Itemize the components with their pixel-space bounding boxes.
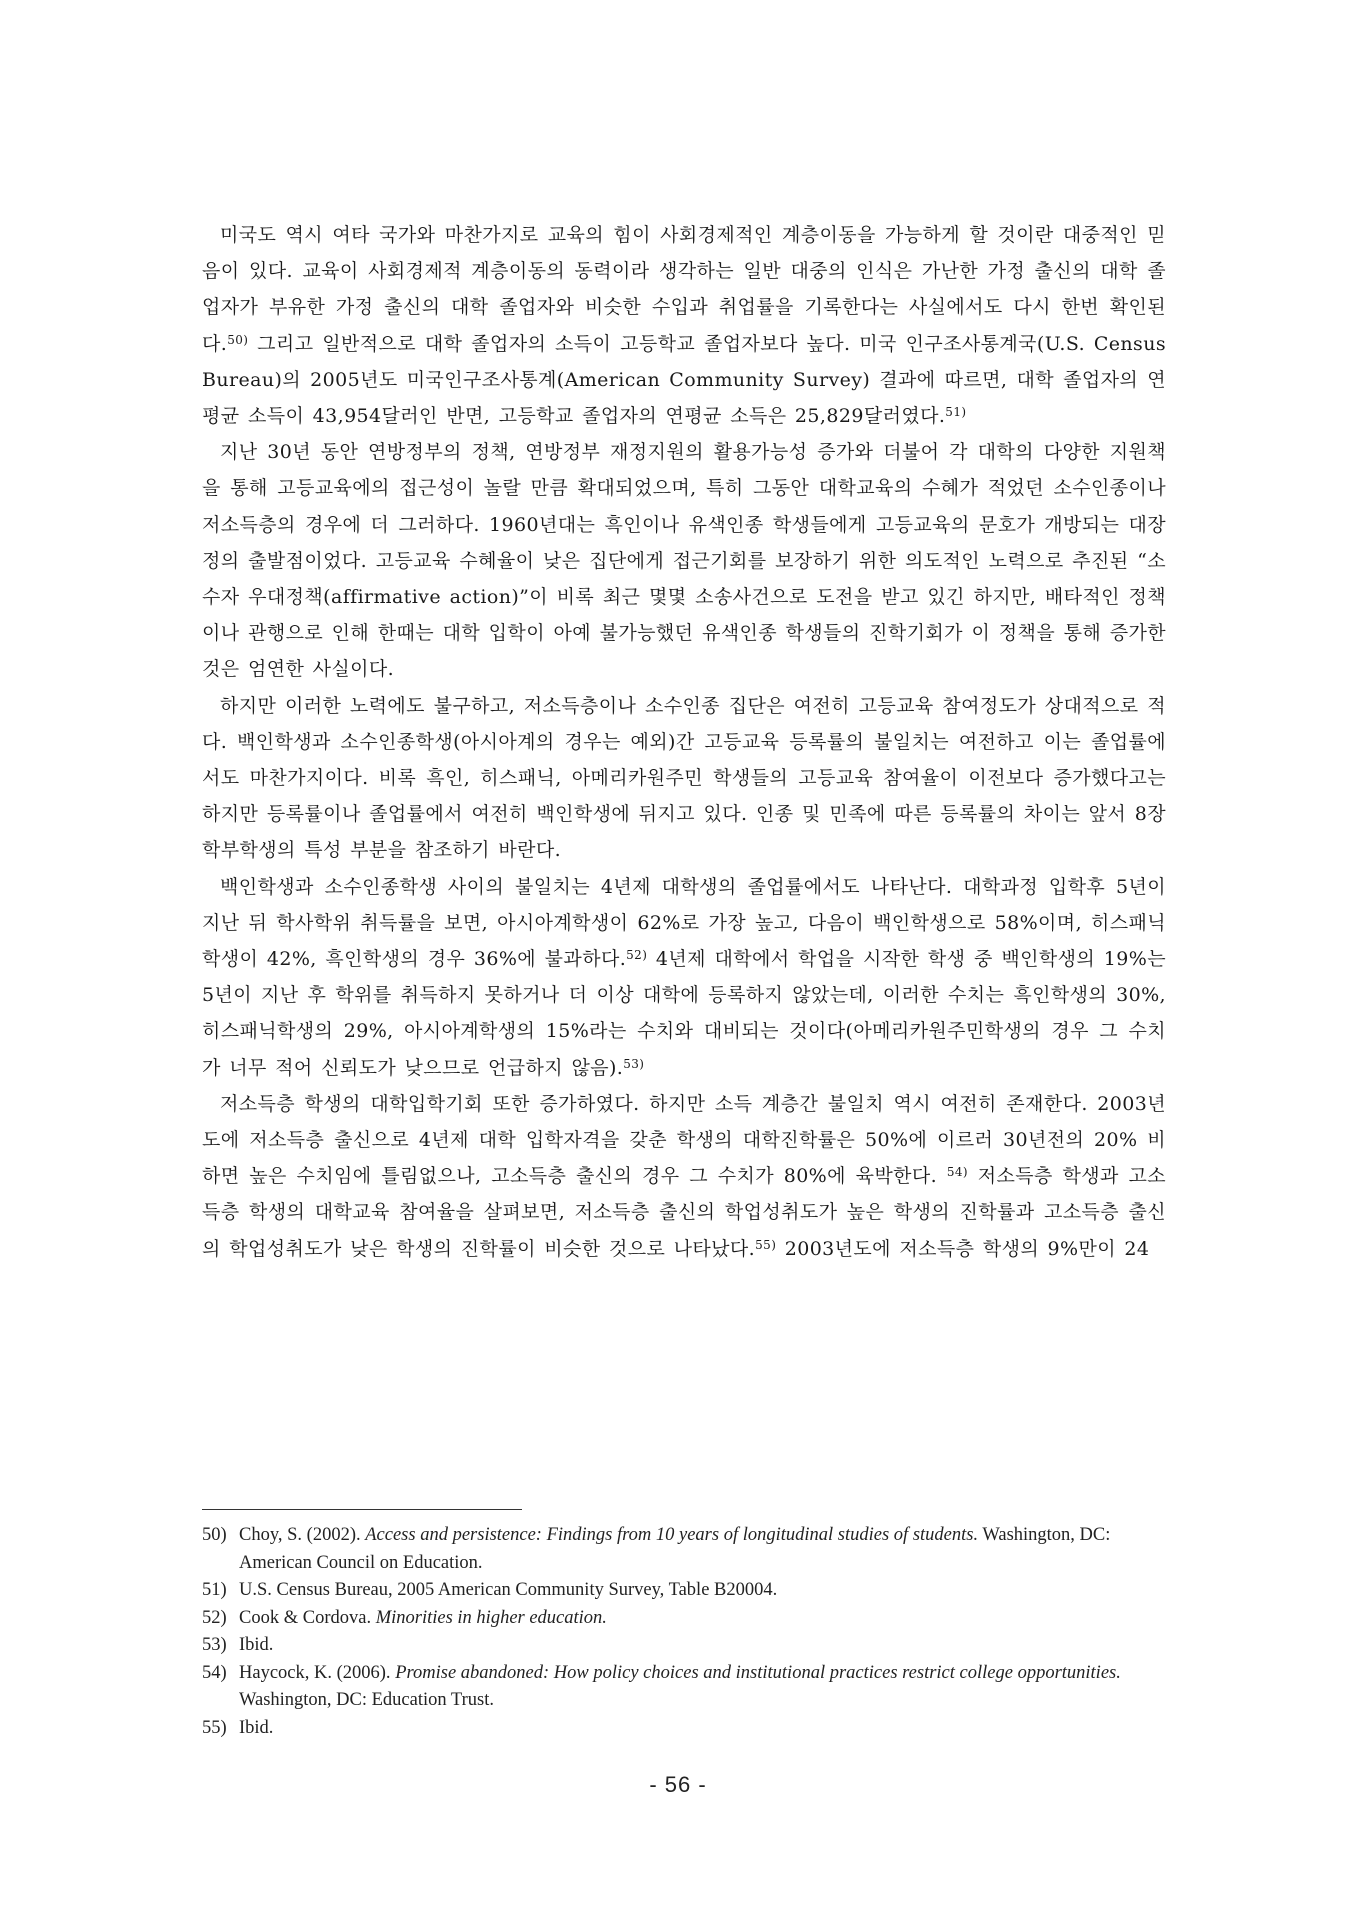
footnote-part: Choy, S. (2002). — [239, 1525, 366, 1545]
footnote-number: 52) — [202, 1607, 227, 1628]
footnote-text — [239, 1632, 1170, 1660]
footnote-text — [239, 1660, 1170, 1715]
paragraph — [202, 688, 1166, 869]
footnote-ref: 55) — [755, 1237, 777, 1252]
footnote — [202, 1715, 1170, 1743]
footnotes — [202, 1522, 1170, 1742]
footnote-text — [239, 1577, 1170, 1605]
footnote-title: Access and persistence: Findings from 10 years of longitudinal studies of students. — [365, 1525, 979, 1545]
footnote-number: 55) — [202, 1717, 227, 1738]
footnote-number: 53) — [202, 1635, 227, 1655]
paragraph-text: 미국도 역시 여타 국가와 마찬가지로 교육의 힘이 사회경제적인 계층이동을 가능하게 할 것이란 대중적인 믿음이 있다. 교육이 사회경제적 계층이동의 동력이라 생각하는 일반 대중의 인식은 가난한 가정 출신의 대학 졸업자가 부유한 가정 출신의 대학 졸업자와 비슷한 수입과 취업률을 기록한다는 사실에서도 다시 한번 확인된다. — [202, 224, 1166, 355]
body-text — [202, 217, 1166, 1267]
paragraph-text: 지난 30년 동안 연방정부의 정책, 연방정부 재정지원의 활용가능성 증가와 더불어 각 대학의 다양한 지원책을 통해 고등교육에의 접근성이 놀랄 만큼 확대되었으며, 특히 그동안 대학교육의 수혜가 적었던 소수인종이나 저소득층의 경우에 더 그러하다. 1960년대는 흑인이나 유색인종 학생들에게 고등교육의 문호가 개방되는 대장정의 출발점이었다. 고등교육 수혜율이 낮은 집단에게 접근기회를 보장하기 위한 의도적인 노력으로 추진된 “소수자 우대정책(affirmative action)”이 비록 최근 몇몇 소송사건으로 도전을 받고 있긴 하지만, 배타적인 정책이나 관행으로 인해 한때는 대학 입학이 아예 불가능했던 유색인종 학생들의 진학기회가 이 정책을 통해 증가한 것은 엄연한 사실이다. — [202, 441, 1166, 681]
footnote-part: Ibid. — [239, 1635, 274, 1655]
footnote-text — [239, 1605, 1170, 1633]
paragraph-text: 백인학생과 소수인종학생 사이의 불일치는 4년제 대학생의 졸업률에서도 나타난다. 대학과정 입학후 5년이 지난 뒤 학사학위 취득률을 보면, 아시아계학생이 62%로 가장 높고, 다음이 백인학생으로 58%이며, 히스패닉학생이 42%, 흑인학생의 경우 36%에 불과하다. — [202, 875, 1166, 971]
footnote — [202, 1522, 1170, 1577]
paragraph-text: 그리고 일반적으로 대학 졸업자의 소득이 고등학교 졸업자보다 높다. 미국 인구조사통계국(U.S. Census Bureau)의 2005년도 미국인구조사통계(American Community Survey) 결과에 따르면, 대학 졸업자의 연평균 소득이 43,954달러인 반면, 고등학교 졸업자의 연평균 소득은 25,829달러였다. — [202, 332, 1166, 428]
footnote-text — [239, 1715, 1170, 1743]
paragraph — [202, 869, 1166, 1086]
footnote-part: Cook & Cordova. — [239, 1607, 376, 1628]
paragraph-text: 하지만 이러한 노력에도 불구하고, 저소득층이나 소수인종 집단은 여전히 고등교육 참여정도가 상대적으로 적다. 백인학생과 소수인종학생(아시아계의 경우는 예외)간 고등교육 등록률의 불일치는 여전하고 이는 졸업률에서도 마찬가지이다. 비록 흑인, 히스패닉, 아메리카원주민 학생들의 고등교육 참여율이 이전보다 증가했다고는 하지만 등록률이나 졸업률에서 여전히 백인학생에 뒤지고 있다. 인종 및 민족에 따른 등록률의 차이는 앞서 8장 학부학생의 특성 부분을 참조하기 바란다. — [202, 694, 1166, 862]
footnote-separator — [202, 1509, 522, 1510]
footnote-part: U.S. Census Bureau, 2005 American Community Survey, Table B20004. — [239, 1580, 778, 1600]
footnote — [202, 1577, 1170, 1605]
paragraph-text: 저소득층 학생의 대학입학기회 또한 증가하였다. 하지만 소득 계층간 불일치 역시 여전히 존재한다. 2003년도에 저소득층 출신으로 4년제 대학 입학자격을 갖춘 학생의 대학진학률은 50%에 이르러 30년전의 20% 비하면 높은 수치임에 틀림없으나, 고소득층 출신의 경우 그 수치가 80%에 육박한다. — [202, 1092, 1166, 1188]
footnote-text — [239, 1522, 1170, 1577]
paragraph — [202, 1086, 1166, 1267]
paragraph — [202, 434, 1166, 687]
footnote-part: Washington, DC: American Council on Education. — [239, 1525, 1111, 1573]
footnote — [202, 1632, 1170, 1660]
paragraph — [202, 217, 1166, 434]
footnote-ref: 52) — [626, 948, 648, 963]
footnote — [202, 1660, 1170, 1715]
footnote — [202, 1605, 1170, 1633]
paragraph-text: 2003년도에 저소득층 학생의 9%만이 24 — [776, 1237, 1150, 1260]
paragraph-text: 4년제 대학에서 학업을 시작한 학생 중 백인학생의 19%는 5년이 지난 후 학위를 취득하지 못하거나 더 이상 대학에 등록하지 않았는데, 이러한 수치는 흑인학생의 30%, 히스패닉학생의 29%, 아시아계학생의 15%라는 수치와 대비되는 것이다(아메리카원주민학생의 경우 그 수치가 너무 적어 신뢰도가 낮으므로 언급하지 않음). — [202, 948, 1166, 1079]
footnote-part: Washington, DC: Education Trust. — [239, 1690, 494, 1710]
footnote-ref: 50) — [227, 332, 249, 347]
footnote-ref: 51) — [945, 405, 967, 420]
footnote-title: Minorities in higher education. — [375, 1607, 607, 1628]
footnote-number: 51) — [202, 1580, 227, 1600]
footnote-part: Haycock, K. (2006). — [239, 1662, 396, 1683]
footnote-number: 50) — [202, 1525, 227, 1545]
footnote-part: Ibid. — [239, 1717, 274, 1738]
footnote-number: 54) — [202, 1662, 227, 1683]
footnote-title: Promise abandoned: How policy choices and institutional practices restrict college opportunities. — [395, 1662, 1121, 1683]
footnote-ref: 53) — [623, 1056, 645, 1071]
footnote-ref: 54) — [946, 1165, 968, 1180]
page-number: - 56 - — [649, 1772, 707, 1797]
paragraph-text: 저소득층 학생과 고소득층 학생의 대학교육 참여율을 살펴보면, 저소득층 출신의 학업성취도가 높은 학생의 진학률과 고소득층 출신의 학업성취도가 낮은 학생의 진학률이 비슷한 것으로 나타났다. — [202, 1165, 1166, 1260]
